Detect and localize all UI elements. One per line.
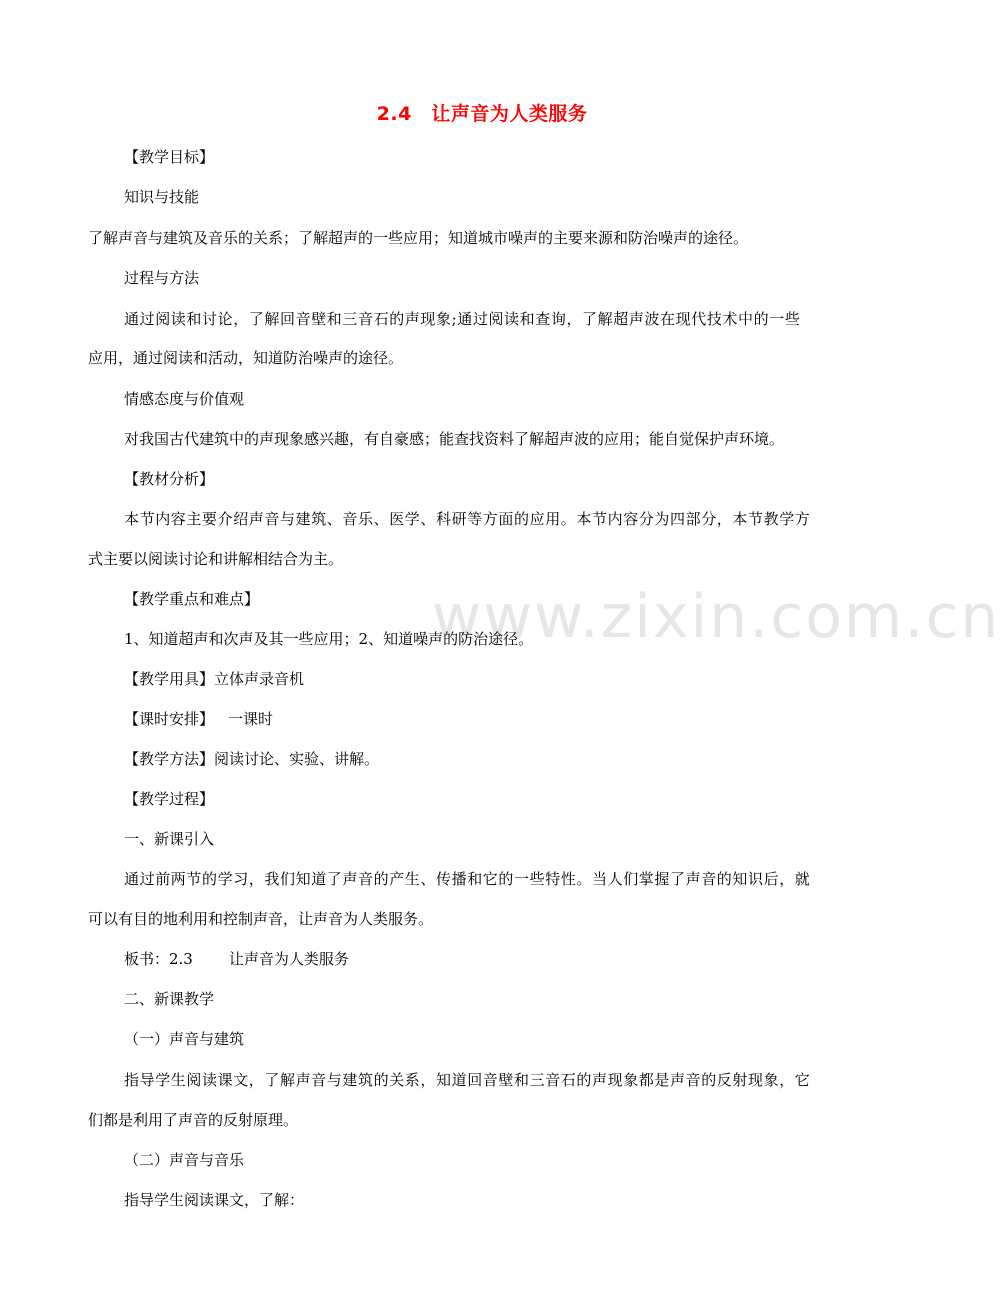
subheading-intro: 一、新课引入 bbox=[124, 830, 215, 848]
paragraph-line: 可以有目的地利用和控制声音，让声音为人类服务。 bbox=[88, 910, 434, 928]
page-title: 2.4 让声音为人类服务 bbox=[376, 103, 588, 125]
section-heading-objectives: 【教学目标】 bbox=[124, 148, 215, 166]
paragraph-line: 1、知道超声和次声及其一些应用；2、知道噪声的防治途径。 bbox=[124, 630, 534, 648]
board-writing-label: 板书：2.3 bbox=[124, 950, 193, 968]
section-heading-schedule bbox=[124, 709, 273, 729]
paragraph-line: 应用，通过阅读和活动，知道防治噪声的途径。 bbox=[88, 349, 404, 367]
subheading-new-lesson: 二、新课教学 bbox=[124, 990, 215, 1008]
schedule-value: 一课时 bbox=[228, 710, 274, 728]
paragraph-line: 们都是利用了声音的反射原理。 bbox=[88, 1111, 299, 1129]
paragraph-line: 通过前两节的学习，我们知道了声音的产生、传播和它的一些特性。当人们掌握了声音的知识后，就 bbox=[124, 870, 811, 888]
paragraph-line: 本节内容主要介绍声音与建筑、音乐、医学、科研等方面的应用。本节内容分为四部分，本节教学方 bbox=[124, 510, 811, 528]
board-writing-title: 让声音为人类服务 bbox=[228, 950, 349, 968]
paragraph-line: 对我国古代建筑中的声现象感兴趣，有自豪感；能查找资料了解超声波的应用；能自觉保护声环境。 bbox=[124, 430, 785, 448]
subheading-attitude-values: 情感态度与价值观 bbox=[124, 390, 245, 408]
paragraph-line: 指导学生阅读课文，了解： bbox=[124, 1191, 305, 1209]
section-heading-material-analysis: 【教材分析】 bbox=[124, 470, 215, 488]
section-heading-key-points: 【教学重点和难点】 bbox=[124, 590, 260, 608]
paragraph-line: 通过阅读和讨论，了解回音壁和三音石的声现象;通过阅读和查询，了解超声波在现代技术中的一些 bbox=[124, 310, 801, 328]
schedule-label: 【课时安排】 bbox=[124, 710, 215, 728]
paragraph-line: 指导学生阅读课文，了解声音与建筑的关系，知道回音壁和三音石的声现象都是声音的反射现象，它 bbox=[124, 1071, 811, 1089]
section-heading-process: 【教学过程】 bbox=[124, 790, 215, 808]
subheading-sound-architecture: （一）声音与建筑 bbox=[124, 1030, 245, 1048]
section-heading-tools: 【教学用具】立体声录音机 bbox=[124, 670, 305, 688]
board-writing bbox=[124, 949, 349, 969]
subheading-knowledge-skills: 知识与技能 bbox=[124, 188, 200, 206]
section-heading-methods: 【教学方法】阅读讨论、实验、讲解。 bbox=[124, 750, 380, 768]
paragraph-line: 了解声音与建筑及音乐的关系；了解超声的一些应用；知道城市噪声的主要来源和防治噪声的途径。 bbox=[88, 229, 749, 247]
watermark: www.zixin.com.cn bbox=[432, 582, 1000, 652]
subheading-process-method: 过程与方法 bbox=[124, 269, 200, 287]
paragraph-line: 式主要以阅读讨论和讲解相结合为主。 bbox=[88, 550, 344, 568]
subheading-sound-music: （二）声音与音乐 bbox=[124, 1151, 245, 1169]
